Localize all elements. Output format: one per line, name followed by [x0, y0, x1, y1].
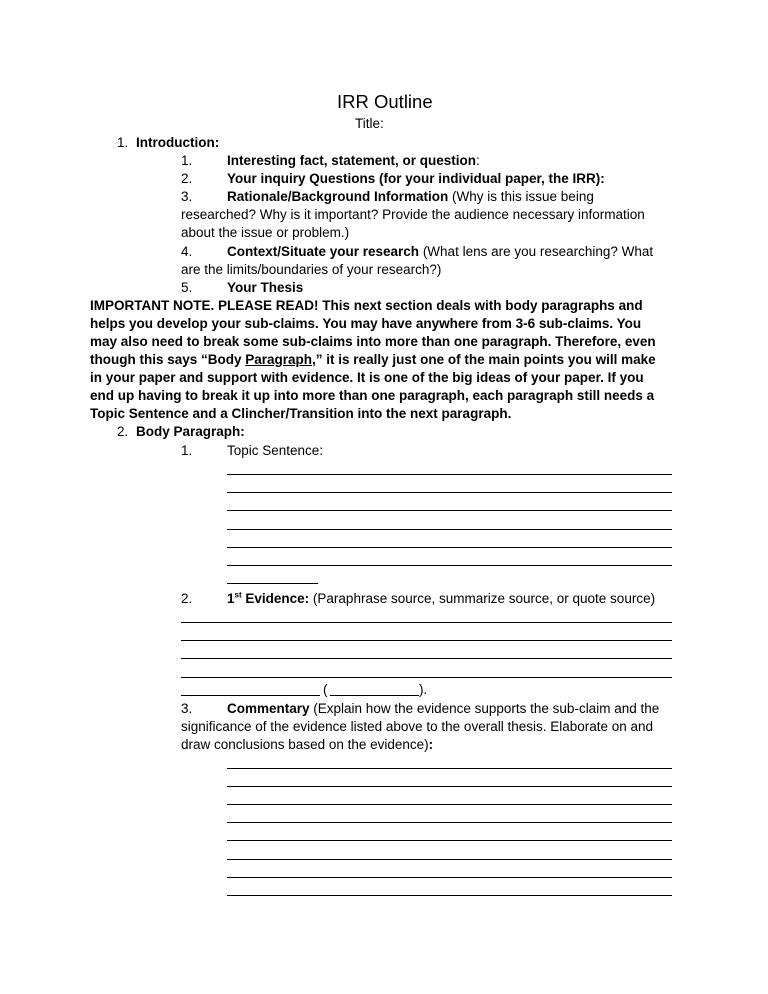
commentary-blank-line[interactable] [227, 859, 672, 860]
intro-item-number: 4. [181, 244, 193, 259]
note-line: end up having to break it up into more than one paragraph, each paragraph still needs a [90, 388, 655, 403]
note-line: may also need to break some sub-claims into more than one paragraph. Therefore, even [90, 334, 656, 349]
note-line: though this says “Body Paragraph,” it is really just one of the main points you will make [90, 352, 656, 367]
citation-close: ). [419, 682, 428, 697]
commentary-number: 3. [181, 701, 193, 716]
page-title: IRR Outline [337, 91, 433, 112]
evidence-number: 2. [181, 591, 193, 606]
topic-blank-line[interactable] [227, 583, 318, 584]
citation-blank-line[interactable] [330, 695, 419, 696]
evidence-label: 1st Evidence: (Paraphrase source, summarize source, or quote source) [227, 590, 656, 606]
intro-item-number: 1. [181, 153, 193, 168]
topic-sentence-label: Topic Sentence: [227, 443, 324, 458]
evidence-blank-line[interactable] [181, 658, 672, 659]
evidence-blank-line[interactable] [181, 677, 672, 678]
commentary-blank-line[interactable] [227, 786, 672, 787]
intro-item-4-cont: are the limits/boundaries of your research?) [181, 262, 442, 277]
intro-item-3-cont: about the issue or problem.) [181, 225, 350, 240]
note-line: Topic Sentence and a Clincher/Transition into the next paragraph. [90, 406, 512, 421]
evidence-blank-line[interactable] [181, 695, 320, 696]
intro-item-4: Context/Situate your research (What lens are you researching? What [227, 244, 654, 259]
topic-blank-line[interactable] [227, 529, 672, 530]
topic-blank-line[interactable] [227, 547, 672, 548]
note-line: IMPORTANT NOTE. PLEASE READ! This next section deals with body paragraphs and [90, 298, 643, 313]
section-number-body: 2. [117, 424, 129, 439]
commentary-blank-line[interactable] [227, 895, 672, 896]
intro-item-5: Your Thesis [227, 280, 304, 295]
evidence-blank-line[interactable] [181, 640, 672, 641]
note-line: helps you develop your sub-claims. You may have anywhere from 3-6 sub-claims. You [90, 316, 642, 331]
topic-number: 1. [181, 443, 193, 458]
citation-open: ( [323, 682, 328, 697]
intro-item-3: Rationale/Background Information (Why is this issue being [227, 189, 594, 204]
commentary-blank-line[interactable] [227, 822, 672, 823]
topic-blank-line[interactable] [227, 474, 672, 475]
intro-item-number: 2. [181, 171, 193, 186]
section-number-intro: 1. [117, 135, 129, 150]
note-line: in your paper and support with evidence. It is one of the big ideas of your paper. If you [90, 370, 644, 385]
commentary-cont: significance of the evidence listed above to the overall thesis. Elaborate on and [181, 719, 654, 734]
intro-item-2: Your inquiry Questions (for your individual paper, the IRR): [227, 171, 605, 186]
evidence-blank-line[interactable] [181, 622, 672, 623]
section-label-intro: Introduction: [136, 135, 220, 150]
commentary-cont: draw conclusions based on the evidence): [181, 737, 434, 752]
intro-item-number: 3. [181, 189, 193, 204]
commentary-blank-line[interactable] [227, 804, 672, 805]
commentary-blank-line[interactable] [227, 768, 672, 769]
topic-blank-line[interactable] [227, 510, 672, 511]
topic-blank-line[interactable] [227, 492, 672, 493]
commentary-label: Commentary (Explain how the evidence supports the sub-claim and the [227, 701, 660, 716]
commentary-blank-line[interactable] [227, 877, 672, 878]
commentary-blank-line[interactable] [227, 840, 672, 841]
title-label: Title: [355, 116, 384, 131]
intro-item-3-cont: researched? Why is it important? Provide the audience necessary information [181, 207, 645, 222]
topic-blank-line[interactable] [227, 565, 672, 566]
intro-item-number: 5. [181, 280, 193, 295]
intro-item-1: Interesting fact, statement, or question: [227, 153, 480, 168]
section-label-body: Body Paragraph: [136, 424, 245, 439]
